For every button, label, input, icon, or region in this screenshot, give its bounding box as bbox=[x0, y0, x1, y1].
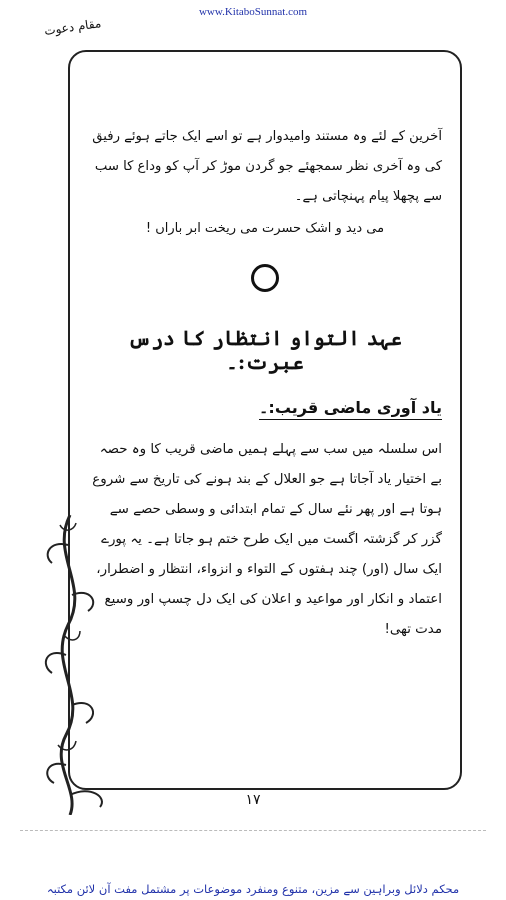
opening-paragraph: آخرین کے لئے وہ مستند وامیدوار ہے تو اسے ایک جاتے ہوئے رفیق کی وہ آخری نظر سمجھئے جو گردن موڑ کر آپ کو وداع کا سب سے پچھلا پیام پہنچاتی ہے۔ bbox=[92, 129, 442, 204]
section-divider-circle bbox=[251, 264, 279, 292]
subheading-text: یاد آوری ماضی قریب:۔ bbox=[259, 398, 442, 420]
running-title: مقام دعوت bbox=[42, 16, 102, 38]
main-paragraph: اس سلسلہ میں سب سے پہلے ہمیں ماضی قریب کا وہ حصہ بے اختیار یاد آجاتا ہے جو العلال کے بند ہونے کی تاریخ سے شروع ہوتا ہے اور پھر نئے سال کے تمام ابتدائی و وسطی حصے سے گزر کر گزشتہ اگست میں ایک طرح ختم ہو جاتا ہے۔ یہ پورے ایک سال (اور) چند ہفتوں کے التواء و انزواء، انتظار و اضطرار، اعتماد و انکار اور مواعید و اعلان کی ایک دل چسپ اور وسیع مدت تھی! bbox=[92, 442, 442, 637]
section-heading: عہد التواو انتظار کا درس عبرت:۔ bbox=[128, 326, 402, 374]
footer-note: محکم دلائل وبراہین سے مزین، متنوع ومنفرد موضوعات پر مشتمل مفت آن لائن مکتبہ bbox=[46, 882, 460, 896]
scan-divider bbox=[20, 830, 486, 831]
source-url: www.KitaboSunnat.com bbox=[198, 6, 308, 18]
subheading bbox=[88, 398, 442, 417]
page-number: ۱۷ bbox=[245, 792, 261, 808]
persian-couplet: می دید و اشک حسرت می ریخت ابر باراں ! bbox=[145, 221, 385, 236]
page-content bbox=[88, 122, 442, 645]
